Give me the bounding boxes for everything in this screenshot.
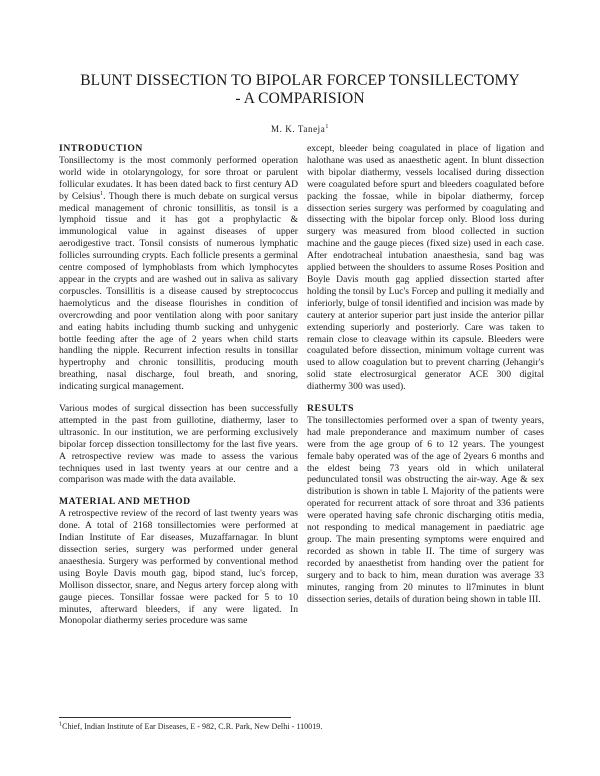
citation-mark: 1 <box>100 190 104 197</box>
method-heading: MATERIAL AND METHOD <box>59 496 191 508</box>
right-column <box>307 143 544 615</box>
footnote-text: Chief, Indian Institute of Ear Diseases, E - 982, C.R. Park, New Delhi - 110019. <box>62 722 323 731</box>
results-heading: RESULTS <box>307 403 355 415</box>
title-line-2: - A COMPARISION <box>235 90 365 107</box>
paper-title <box>40 72 560 108</box>
intro-text-a: Tonsillectomy is the most commonly performed operation world wide in otolaryngology, for sore throat or parulent follicular exudates. It has been dated back to first century AD by Celsius <box>59 154 298 202</box>
introduction-paragraph-2: Various modes of surgical dissection has been successfully attempted in the past from guillotine, diathermy, laser to ultrasonic. In our institution, we are performing exclusively bipolar forcep dissection tonsillectomy for the last five years. A retrospective review was made to assess the various techniques used in last twenty years at our centre and a comparison was made with the data available. <box>59 403 298 486</box>
author-footnote-mark: 1 <box>325 124 329 130</box>
left-column <box>59 143 298 637</box>
intro-text-b: . Though there is much debate on surgical versus medical management of chronic tonsillitis, as tonsil is a lymphoid tissue and it has got a prophylactic & immunological value in against diseases of upper aerodigestive tract. Tonsil consists of numerous lymphatic follicles surrounding crypts. Each follicle presents a germinal centre composed of lymphoblasts from which lymphocytes appear in the crypts and are washed out in saliva as salivary corpuscles. Tonsillitis is a disease caused by streptococcus haemolyticus and the disease flourishes in condition of overcrowding and poor ventilation along with poor sanitary and eating habits including thumb sucking and unhygenic bottle feeding after the age of 2 years when child starts handling the nipple. Recurrent infection results in tonsillar hypertrophy and chronic tonsillitis, producing mouth breathing, nasal discharge, foul breath, and snoring, indicating surgical management. <box>59 190 298 393</box>
author-line <box>0 124 600 134</box>
introduction-paragraph-1 <box>59 155 298 393</box>
footnote <box>59 722 322 731</box>
introduction-heading: INTRODUCTION <box>59 143 143 154</box>
method-paragraph-continued: except, bleeder being coagulated in place of ligation and halothane was used as anaesthetic agent. In blunt dissection with bipolar diathermy, vessels localised during dissection were coagulated before spurt and bleeders coagulated before packing the fossae, while in bipolar diathermy, forcep dissection series surgery was performed by coagulating and dissecting with the bipolar forcep only. Blood loss during surgery was measured from blood collected in suction machine and the gauge pieces (fixed size) used in each case. After endotracheal intubation anaesthesia, sand bag was applied between the shoulders to assume Roses Position and Boyle Davis mouth gag applied dissection started after holding the tonsil by Luc's Forcep and pulling it medially and inferiorly, bulge of tonsil identified and incision was made by cautery at anterior superior part just inside the anterior pillar extending superiorly and posteriorly. Care was taken to remain close to cleavage within its capsule. Bleeders were coagulated before dissection, minimum voltage current was used to allow coagulation but to prevent charring (Jehangir's solid state electrosurgical generator ACE 300 digital diathermy 300 was used). <box>307 143 544 393</box>
title-line-1: BLUNT DISSECTION TO BIPOLAR FORCEP TONSILLECTOMY <box>80 72 520 89</box>
footnote-mark: 1 <box>59 721 63 728</box>
method-paragraph-1: A retrospective review of the record of last twenty years was done. A total of 2168 tonsillectomies were performed at Indian Institute of Ear diseases, Muzaffarnagar. In blunt dissection series, surgery was performed under general anaesthesia. Surgery was performed by conventional method using Boyle Davis mouth gag, bipod stand, luc's forcep, Mollison dissector, snare, and Negus artery forcep along with gauge pieces. Tonsillar fossae were packed for 5 to 10 minutes, afterward bleeders, if any were ligated. In Monopolar diathermy series procedure was same <box>59 508 298 627</box>
results-paragraph-1: The tonsillectomies performed over a span of twenty years, had male preponderance and maximum number of cases were from the age group of 6 to 12 years. The youngest female baby operated was of the age of 2years 6 months and the eldest being 73 years old in which unilateral pedunculated tonsil was obstructing the air-way. Age & sex distribution is shown in table I. Majority of the patients were operated for recurrent attack of sore throat and 336 patients were operated having safe chronic discharging otitis media, not responding to medical management in paediatric age group. The main presenting symptoms were enquired and recorded as shown in table II. The time of surgery was recorded by anaesthetist from handing over the patient for surgery and to back to him, mean duration was average 33 minutes, ranging from 20 minutes to ll7minutes in blunt dissection series, details of duration being shown in table III. <box>307 414 544 605</box>
author-name: M. K. Taneja <box>270 124 326 134</box>
footnote-rule <box>59 717 291 718</box>
